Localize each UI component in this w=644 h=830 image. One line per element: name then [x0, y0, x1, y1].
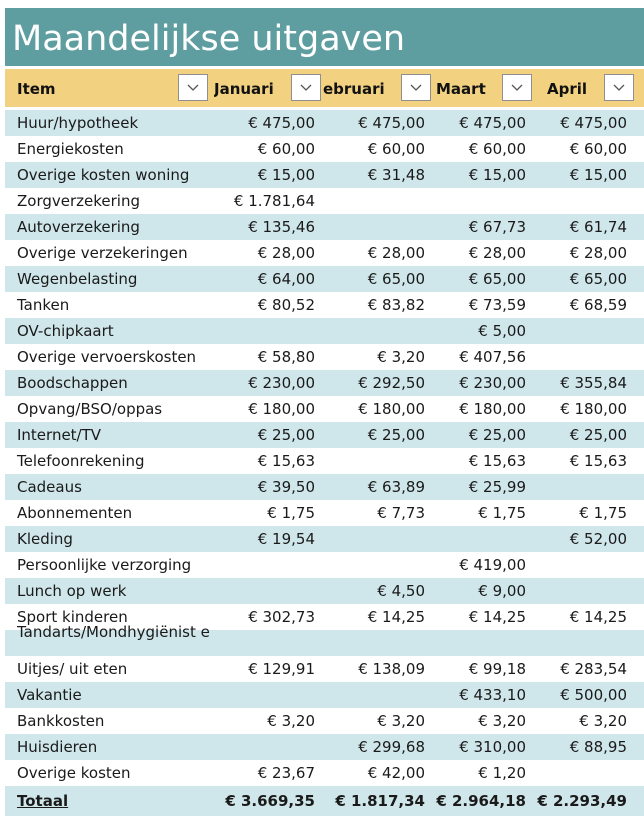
table-row: [5, 526, 644, 552]
row-item: Cadeaus: [17, 478, 82, 496]
cell-april: € 355,84: [560, 374, 627, 392]
table-row: [5, 422, 644, 448]
cell-januari: € 58,80: [257, 348, 315, 366]
cell-februari: € 4,50: [377, 582, 425, 600]
table-row: [5, 708, 644, 734]
total-februari: € 1.817,34: [335, 792, 425, 810]
cell-april: € 60,00: [569, 140, 627, 158]
row-item: Opvang/BSO/oppas: [17, 400, 163, 418]
table-row: [5, 656, 644, 682]
cell-februari: € 63,89: [367, 478, 425, 496]
cell-januari: € 302,73: [248, 608, 315, 626]
cell-februari: € 28,00: [367, 244, 425, 262]
row-item: Huisdieren: [17, 738, 98, 756]
cell-januari: € 230,00: [248, 374, 315, 392]
cell-maart: € 14,25: [468, 608, 526, 626]
table-row: [5, 318, 644, 344]
table-row: [5, 682, 644, 708]
cell-april: € 14,25: [569, 608, 627, 626]
cell-maart: € 9,00: [478, 582, 526, 600]
table-row: [5, 266, 644, 292]
row-item: Energiekosten: [17, 140, 124, 158]
chevron-down-icon: [613, 84, 625, 92]
cell-maart: € 5,00: [478, 322, 526, 340]
chevron-down-icon: [410, 84, 422, 92]
cell-april: € 500,00: [560, 686, 627, 704]
row-item: Kleding: [17, 530, 73, 548]
cell-februari: € 25,00: [367, 426, 425, 444]
table-row: [5, 552, 644, 578]
header-item: Item: [17, 80, 56, 98]
cell-maart: € 180,00: [459, 400, 526, 418]
cell-februari: € 83,82: [367, 296, 425, 314]
cell-maart: € 230,00: [459, 374, 526, 392]
cell-januari: € 60,00: [257, 140, 315, 158]
cell-april: € 15,00: [569, 166, 627, 184]
cell-maart: € 25,99: [468, 478, 526, 496]
row-item: Autoverzekering: [17, 218, 140, 236]
total-label: Totaal: [17, 792, 69, 810]
table-header: [5, 69, 644, 107]
cell-maart: € 419,00: [459, 556, 526, 574]
cell-april: € 28,00: [569, 244, 627, 262]
table-row: [5, 214, 644, 240]
header-februari: ebruari: [323, 80, 385, 98]
cell-maart: € 433,10: [459, 686, 526, 704]
row-item: Overige vervoerskosten: [17, 348, 197, 366]
total-april: € 2.293,49: [537, 792, 627, 810]
cell-maart: € 99,18: [468, 660, 526, 678]
table-row: [5, 760, 644, 786]
cell-maart: € 3,20: [478, 712, 526, 730]
cell-januari: € 1.781,64: [233, 192, 315, 210]
cell-februari: € 60,00: [367, 140, 425, 158]
cell-januari: € 23,67: [257, 764, 315, 782]
chevron-down-icon: [187, 84, 199, 92]
page-title: Maandelijkse uitgaven: [12, 19, 406, 59]
filter-dropdown-februari[interactable]: [401, 74, 431, 101]
title-banner: [5, 8, 644, 66]
cell-januari: € 135,46: [248, 218, 315, 236]
table-row: [5, 292, 644, 318]
cell-maart: € 65,00: [468, 270, 526, 288]
cell-april: € 15,63: [569, 452, 627, 470]
cell-april: € 283,54: [560, 660, 627, 678]
chevron-down-icon: [511, 84, 523, 92]
total-januari: € 3.669,35: [225, 792, 315, 810]
row-item: Internet/TV: [17, 426, 102, 444]
row-item: Sport kinderen: [17, 608, 128, 626]
cell-februari: € 14,25: [367, 608, 425, 626]
table-row: [5, 240, 644, 266]
cell-januari: € 15,63: [257, 452, 315, 470]
table-row: [5, 110, 644, 136]
cell-maart: € 475,00: [459, 114, 526, 132]
table-row: [5, 734, 644, 760]
cell-maart: € 1,20: [478, 764, 526, 782]
cell-januari: € 25,00: [257, 426, 315, 444]
cell-januari: € 3,20: [267, 712, 315, 730]
row-item: Tanken: [17, 296, 70, 314]
row-item: Vakantie: [17, 686, 82, 704]
cell-januari: € 15,00: [257, 166, 315, 184]
table-row: [5, 448, 644, 474]
table-row: [5, 162, 644, 188]
cell-februari: € 3,20: [377, 348, 425, 366]
total-row: [5, 786, 644, 816]
cell-april: € 65,00: [569, 270, 627, 288]
cell-januari: € 475,00: [248, 114, 315, 132]
total-maart: € 2.964,18: [436, 792, 526, 810]
cell-april: € 180,00: [560, 400, 627, 418]
cell-januari: € 1,75: [267, 504, 315, 522]
table-row: [5, 396, 644, 422]
header-maart: Maart: [436, 80, 486, 98]
row-item: Overige kosten woning: [17, 166, 190, 184]
cell-februari: € 31,48: [367, 166, 425, 184]
cell-januari: € 64,00: [257, 270, 315, 288]
table-row: [5, 578, 644, 604]
table-row: [5, 474, 644, 500]
cell-februari: € 475,00: [358, 114, 425, 132]
cell-maart: € 60,00: [468, 140, 526, 158]
filter-dropdown-april[interactable]: [604, 74, 634, 101]
cell-maart: € 25,00: [468, 426, 526, 444]
cell-februari: € 299,68: [358, 738, 425, 756]
header-april: April: [547, 80, 588, 98]
cell-februari: € 7,73: [377, 504, 425, 522]
cell-maart: € 73,59: [468, 296, 526, 314]
cell-januari: € 180,00: [248, 400, 315, 418]
cell-januari: € 19,54: [257, 530, 315, 548]
row-item: Wegenbelasting: [17, 270, 138, 288]
cell-april: € 3,20: [579, 712, 627, 730]
chevron-down-icon: [300, 84, 312, 92]
cell-maart: € 15,63: [468, 452, 526, 470]
cell-april: € 52,00: [569, 530, 627, 548]
table-row: [5, 136, 644, 162]
cell-april: € 1,75: [579, 504, 627, 522]
cell-maart: € 15,00: [468, 166, 526, 184]
table-row: [5, 344, 644, 370]
row-item: Bankkosten: [17, 712, 105, 730]
cell-februari: € 3,20: [377, 712, 425, 730]
row-item: Tandarts/Mondhygiënist e: [17, 624, 210, 641]
cell-maart: € 407,56: [459, 348, 526, 366]
cell-april: € 475,00: [560, 114, 627, 132]
cell-maart: € 1,75: [478, 504, 526, 522]
cell-januari: € 129,91: [248, 660, 315, 678]
row-item: Abonnementen: [17, 504, 133, 522]
cell-april: € 61,74: [569, 218, 627, 236]
table-row: [5, 624, 644, 656]
cell-januari: € 80,52: [257, 296, 315, 314]
cell-april: € 88,95: [569, 738, 627, 756]
cell-februari: € 42,00: [367, 764, 425, 782]
filter-dropdown-item[interactable]: [178, 74, 208, 101]
row-item: OV-chipkaart: [17, 322, 114, 340]
cell-januari: € 28,00: [257, 244, 315, 262]
row-item: Persoonlijke verzorging: [17, 556, 192, 574]
row-item: Uitjes/ uit eten: [17, 660, 128, 678]
row-item: Telefoonrekening: [17, 452, 145, 470]
cell-maart: € 310,00: [459, 738, 526, 756]
table-row: [5, 188, 644, 214]
row-item: Overige verzekeringen: [17, 244, 188, 262]
cell-februari: € 180,00: [358, 400, 425, 418]
row-item: Huur/hypotheek: [17, 114, 139, 132]
cell-april: € 25,00: [569, 426, 627, 444]
cell-april: € 68,59: [569, 296, 627, 314]
cell-januari: € 39,50: [257, 478, 315, 496]
cell-februari: € 65,00: [367, 270, 425, 288]
cell-maart: € 67,73: [468, 218, 526, 236]
table-row: [5, 370, 644, 396]
cell-maart: € 28,00: [468, 244, 526, 262]
row-item: Zorgverzekering: [17, 192, 140, 210]
row-item: Lunch op werk: [17, 582, 127, 600]
filter-dropdown-januari[interactable]: [291, 74, 321, 101]
header-januari: Januari: [214, 80, 274, 98]
row-item: Overige kosten: [17, 764, 131, 782]
filter-dropdown-maart[interactable]: [502, 74, 532, 101]
cell-februari: € 292,50: [358, 374, 425, 392]
row-item: Boodschappen: [17, 374, 128, 392]
cell-februari: € 138,09: [358, 660, 425, 678]
table-row: [5, 500, 644, 526]
